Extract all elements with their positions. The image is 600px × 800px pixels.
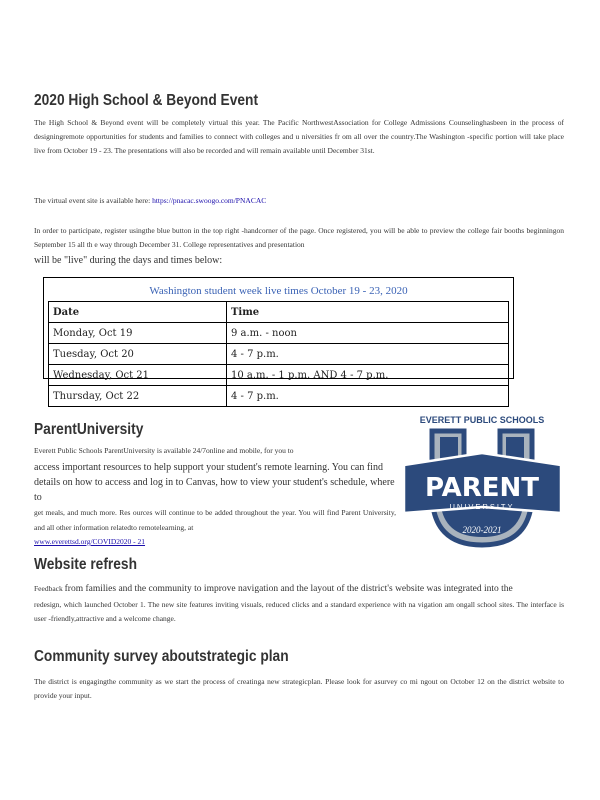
schedule-date: Monday, Oct 19 xyxy=(49,323,227,344)
section-title-parent-university: ParentUniversity xyxy=(34,421,144,438)
participation-paragraph-end: will be "live" during the days and times below: xyxy=(34,255,223,266)
pnacac-link[interactable]: https://pnacac.swoogo.com/PNACAC xyxy=(152,196,267,205)
schedule-header-row xyxy=(49,302,509,323)
schedule-time: 4 - 7 p.m. xyxy=(226,386,508,407)
pu-line3: details on how to access and log in to Canvas, how to view your student's schedule, where to xyxy=(34,477,395,503)
logo-word-parent: PARENT xyxy=(424,473,540,503)
website-feedback-word: Feedback xyxy=(34,584,63,593)
virtual-site-paragraph xyxy=(34,194,564,208)
schedule-header-time: Time xyxy=(226,302,508,323)
participation-paragraph: In order to participate, register usingthe blue button in the top right -handcorner of the page. Once registered, you will be able to preview the college fair booths beginningon September 15 all th e way through December 31. College representatives and presentation xyxy=(34,226,564,249)
logo-top-text: EVERETT PUBLIC SCHOOLS xyxy=(419,415,545,425)
logo-years: 2020-2021 xyxy=(462,525,502,535)
website-paragraph xyxy=(34,582,564,596)
section-title-community: Community survey aboutstrategic plan xyxy=(34,648,289,665)
section-title-website: Website refresh xyxy=(34,556,137,573)
virtual-site-label: The virtual event site is available here: xyxy=(34,196,151,205)
website-line1: from families and the community to improve navigation and the layout of the district's website was integrated into the xyxy=(64,584,513,594)
website-paragraph-2: redesign, which launched October 1. The new site features inviting visuals, reduced clicks and a standard experience with na vigation am ongall school sites. The interface is user -friendly,attractive and a welcome change. xyxy=(34,600,564,623)
schedule-table xyxy=(48,301,509,407)
schedule-date: Tuesday, Oct 20 xyxy=(49,344,227,365)
schedule-time: 4 - 7 p.m. xyxy=(226,344,508,365)
schedule-caption: Washington student week live times October 19 - 23, 2020 xyxy=(149,285,408,297)
schedule-table-box xyxy=(43,277,514,402)
table-row xyxy=(49,344,509,365)
table-row xyxy=(49,323,509,344)
schedule-time: 10 a.m. - 1 p.m. AND 4 - 7 p.m. xyxy=(226,365,508,386)
pu-line4: get meals, and much more. Res ources will continue to be added throughout the year. You will find Parent University, and all other information relatedto remotelearning, at xyxy=(34,508,396,532)
section-title-high-school: 2020 High School & Beyond Event xyxy=(34,92,259,109)
pu-line1: Everett Public Schools ParentUniversity is available 24/7online and mobile, for you to xyxy=(34,446,294,455)
covid-link[interactable]: www.everettsd.org/COVID2020 - 21 xyxy=(34,537,146,546)
table-row xyxy=(49,365,509,386)
schedule-date: Thursday, Oct 22 xyxy=(49,386,227,407)
schedule-header-date: Date xyxy=(49,302,227,323)
table-row xyxy=(49,386,509,407)
high-school-paragraph: The High School & Beyond event will be completely virtual this year. The Pacific NorthwestAssociation for College Admissions Counselinghasbeen in the process of designingremote opportunities for students and families to connect with colleges and u niversities fr om all over the country.The Washington -specific portion will take place live from October 19 - 23. The presentations will also be recorded and will remain available until December 31st. xyxy=(34,118,564,155)
schedule-date: Wednesday, Oct 21 xyxy=(49,365,227,386)
logo-word-university: UNIVERSITY xyxy=(449,502,515,511)
parent-university-logo xyxy=(400,413,565,553)
pu-line2: access important resources to help support your student's remote learning. You can find xyxy=(34,462,383,473)
parent-university-text xyxy=(34,444,396,549)
community-paragraph: The district is engagingthe community as we start the process of creatinga new strategicplan. Please look for asurvey co mi ngout on October 12 on the district website to provide your input. xyxy=(34,677,564,700)
schedule-time: 9 a.m. - noon xyxy=(226,323,508,344)
